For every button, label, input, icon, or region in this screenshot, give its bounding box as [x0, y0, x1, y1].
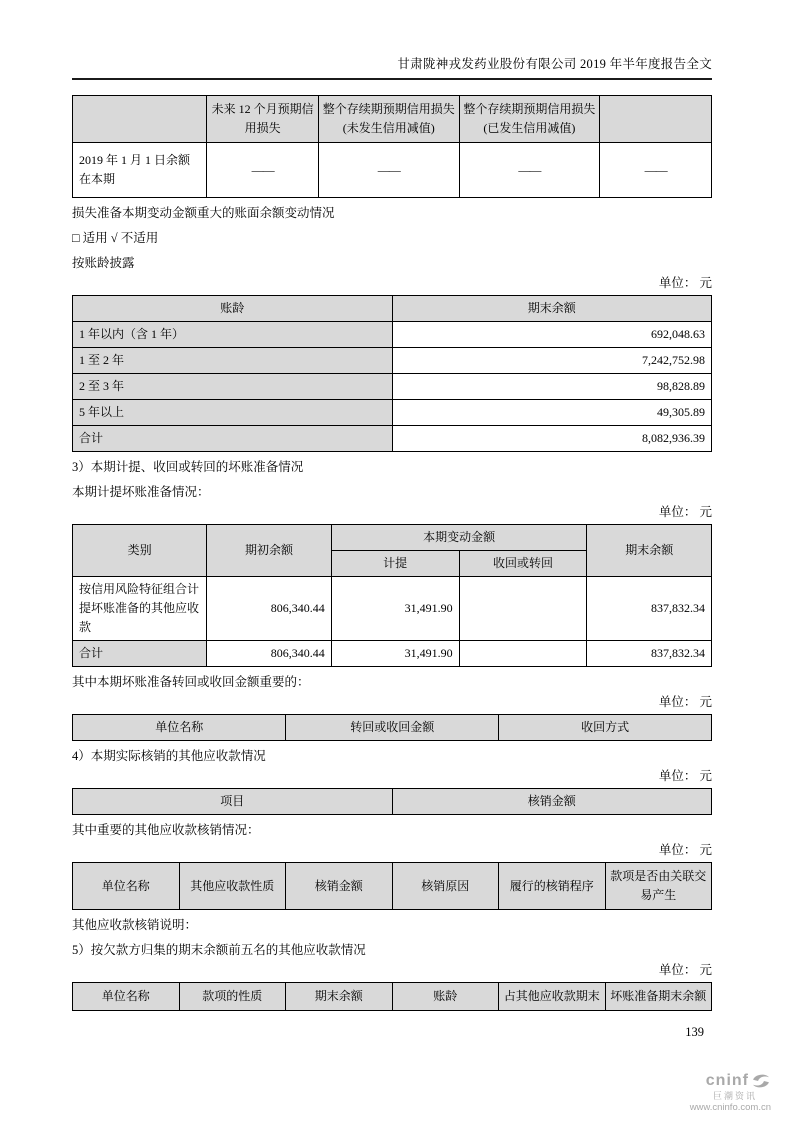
provision-category: 按信用风险特征组合计提坏账准备的其他应收款 — [73, 577, 207, 641]
provision-closing-total: 837,832.34 — [587, 641, 712, 667]
aging-disclosure-label: 按账龄披露 — [72, 256, 135, 270]
header-cell-period-change: 本期变动金额 — [331, 525, 587, 551]
cninfo-chinese-name: 巨潮资讯 — [712, 1091, 757, 1101]
provision-opening: 806,340.44 — [207, 577, 332, 641]
header-cell-empty — [73, 96, 207, 143]
header-cell-entity-name: 单位名称 — [73, 863, 180, 910]
section-4-title: 4）本期实际核销的其他应收款情况 — [72, 749, 266, 763]
header-cell-aging: 账龄 — [392, 983, 499, 1011]
table-row — [73, 577, 712, 641]
header-cell-writeoff-procedure: 履行的核销程序 — [499, 863, 606, 910]
header-cell-recovery-method: 收回方式 — [499, 715, 712, 741]
table-row — [73, 348, 712, 374]
table-header-row — [73, 983, 712, 1011]
table-header-row — [73, 96, 712, 143]
provision-accrual: 31,491.90 — [331, 577, 459, 641]
section-5-title: 5）按欠款方归集的期末余额前五名的其他应收款情况 — [72, 943, 366, 957]
unit-label: 单位： 元 — [658, 843, 712, 857]
writeoff-important-label: 其中重要的其他应收款核销情况： — [72, 823, 260, 837]
header-cell-closing-balance: 期末余额 — [286, 983, 393, 1011]
aging-label: 2 至 3 年 — [73, 374, 393, 400]
logo-row — [690, 1071, 771, 1091]
header-cell-receivable-nature: 其他应收款性质 — [179, 863, 286, 910]
writeoff-table — [72, 788, 712, 815]
header-cell-writeoff-amount: 核销金额 — [286, 863, 393, 910]
header-cell-proportion: 占其他应收款期末 — [499, 983, 606, 1011]
header-cell-entity-name: 单位名称 — [73, 715, 286, 741]
table-row-total — [73, 641, 712, 667]
provision-accrual-total: 31,491.90 — [331, 641, 459, 667]
header-cell-opening: 期初余额 — [207, 525, 332, 577]
header-cell-aging: 账龄 — [73, 296, 393, 322]
table-row — [73, 400, 712, 426]
aging-value: 692,048.63 — [392, 322, 712, 348]
cninfo-url: www.cninfo.com.cn — [689, 1102, 771, 1113]
table-row-total — [73, 426, 712, 452]
table-row — [73, 374, 712, 400]
header-cell-category: 类别 — [73, 525, 207, 577]
header-cell-entity-name: 单位名称 — [73, 983, 180, 1011]
table-header-row — [73, 296, 712, 322]
recovery-important-label: 其中本期坏账准备转回或收回金额重要的： — [72, 675, 310, 689]
aging-value: 49,305.89 — [392, 400, 712, 426]
ecl-balance-table — [72, 95, 712, 198]
applicable-checkbox-line: □ 适用 √ 不适用 — [72, 231, 159, 245]
provision-recover-empty — [459, 577, 587, 641]
header-cell-lifetime-ecl-no-impair: 整个存续期预期信用损失(未发生信用减值) — [319, 96, 460, 143]
provision-closing: 837,832.34 — [587, 577, 712, 641]
important-writeoff-table — [72, 862, 712, 910]
data-cell-dash: —— — [600, 143, 712, 198]
aging-label: 1 至 2 年 — [73, 348, 393, 374]
unit-label: 单位： 元 — [658, 505, 712, 519]
page-number: 139 — [685, 1025, 704, 1039]
unit-label: 单位： 元 — [658, 769, 712, 783]
header-cell-writeoff-reason: 核销原因 — [392, 863, 499, 910]
unit-label: 单位： 元 — [658, 276, 712, 290]
provision-category-total: 合计 — [73, 641, 207, 667]
table-row — [73, 322, 712, 348]
provision-table — [72, 524, 712, 667]
data-cell-dash: —— — [459, 143, 600, 198]
provision-recover-empty — [459, 641, 587, 667]
cninfo-brand-text: cninf — [705, 1072, 749, 1089]
aging-label-total: 合计 — [73, 426, 393, 452]
top5-table — [72, 982, 712, 1011]
table-header-row — [73, 525, 712, 551]
data-cell-dash: —— — [319, 143, 460, 198]
loss-change-title: 损失准备本期变动金额重大的账面余额变动情况 — [72, 206, 335, 220]
header-cell-baddebt-closing: 坏账准备期末余额 — [605, 983, 712, 1011]
aging-table — [72, 295, 712, 452]
aging-label: 5 年以上 — [73, 400, 393, 426]
table-header-row — [73, 715, 712, 741]
recovery-table — [72, 714, 712, 741]
document-header — [72, 55, 712, 80]
page-content — [72, 55, 712, 1040]
table-header-row — [73, 789, 712, 815]
header-cell-closing: 期末余额 — [587, 525, 712, 577]
header-cell-accrual: 计提 — [331, 551, 459, 577]
document-title: 甘肃陇神戎发药业股份有限公司 2019 年半年度报告全文 — [397, 57, 712, 71]
cninfo-logo — [690, 1071, 771, 1114]
row-label-opening-balance: 2019 年 1 月 1 日余额在本期 — [73, 143, 207, 198]
provision-opening-total: 806,340.44 — [207, 641, 332, 667]
section-3-subtitle: 本期计提坏账准备情况： — [72, 485, 210, 499]
section-3-title: 3）本期计提、收回或转回的坏账准备情况 — [72, 460, 304, 474]
header-cell-12m-ecl: 未来 12 个月预期信用损失 — [207, 96, 319, 143]
aging-value-total: 8,082,936.39 — [392, 426, 712, 452]
header-cell-recover: 收回或转回 — [459, 551, 587, 577]
header-cell-related-party: 款项是否由关联交易产生 — [605, 863, 712, 910]
header-cell-empty — [600, 96, 712, 143]
writeoff-note-label: 其他应收款核销说明： — [72, 918, 198, 932]
header-cell-lifetime-ecl-impaired: 整个存续期预期信用损失(已发生信用减值) — [459, 96, 600, 143]
aging-label: 1 年以内（含 1 年） — [73, 322, 393, 348]
swirl-icon — [751, 1071, 771, 1091]
unit-label: 单位： 元 — [658, 963, 712, 977]
header-cell-writeoff-amount: 核销金额 — [392, 789, 712, 815]
table-header-row — [73, 863, 712, 910]
unit-label: 单位： 元 — [658, 695, 712, 709]
aging-value: 7,242,752.98 — [392, 348, 712, 374]
aging-value: 98,828.89 — [392, 374, 712, 400]
table-row — [73, 143, 712, 198]
header-cell-nature: 款项的性质 — [179, 983, 286, 1011]
header-cell-closing-balance: 期末余额 — [392, 296, 712, 322]
header-cell-item: 项目 — [73, 789, 393, 815]
data-cell-dash: —— — [207, 143, 319, 198]
header-cell-recovered-amount: 转回或收回金额 — [286, 715, 499, 741]
